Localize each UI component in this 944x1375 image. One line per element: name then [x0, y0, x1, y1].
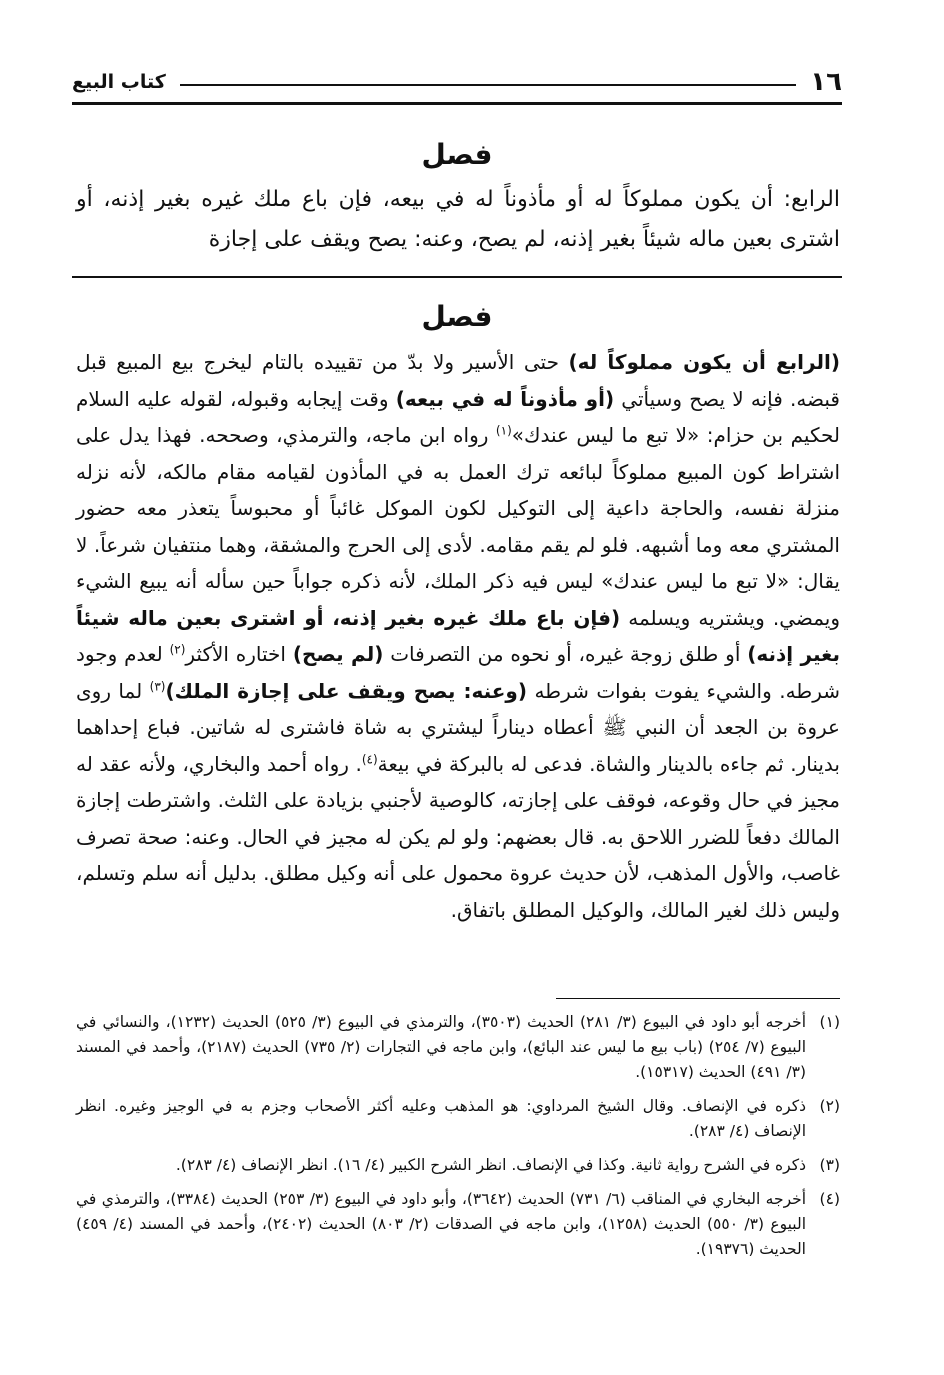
- footnote-ref[interactable]: (٢): [169, 642, 186, 657]
- sharh-segment: وقت إيجابه وقبوله، لقوله عليه السلام لحكيم بن حزام: «لا تبع ما ليس عندك»: [76, 386, 840, 447]
- sharh-segment: لعدم وجود شرطه. والشيء يفوت بفوات شرطه: [76, 642, 841, 703]
- sharh-text: [76, 344, 840, 928]
- footnote-text: أخرجه البخاري في المناقب (٦/ ٧٣١) الحديث (٣٦٤٢)، وأبو داود في البيوع (٣/ ٢٥٣) الحديث (٣٣٨٤)، والترمذي في البيوع (٣/ ٥٥٠) الحديث (١٢٥٨)، وابن ماجه في الصدقات (٢/ ٨٠٣) الحديث (٢٤٠٢)، وأحمد في المسند (٤/ ٤٥٩) الحديث (١٩٣٧٦).: [76, 1190, 807, 1258]
- footnote-ref[interactable]: (١): [495, 423, 512, 438]
- matn-title: فصل: [421, 138, 493, 171]
- matn-text: الرابع: أن يكون مملوكاً له أو مأذوناً له في بيعه، فإن باع ملك غيره بغير إذنه، أو اشترى بعين ماله شيئاً بغير إذنه، لم يصح، وعنه: يصح ويقف على إجازة: [76, 187, 840, 252]
- sharh-segment: رواه ابن ماجه، والترمذي، وصححه. فهذا يدل على اشتراط كون المبيع مملوكاً لبائعه ترك العمل به في المأذون لقيامه مقام مالكه، لأنه نزله منزلة نفسه، والحاجة داعية إلى التوكيل لكون الموكل غائباً أو محبوساً يتعذر معه حضور المشتري معه وما أشبهه. فلو لم يقم مقامه. لأدى إلى الحرج والمشقة، وهما منتفيان شرعاً. لا يقال: «لا تبع ما ليس عندك» ليس فيه ذكر الملك، لأنه ذكره جواباً حين سأله أنه يبيع الشيء ويمضي. ويشتريه ويسلمه: [76, 423, 840, 630]
- footnote-text: ذكره في الشرح رواية ثانية. وكذا في الإنصاف. انظر الشرح الكبير (٤/ ١٦). انظر الإنصاف (٤/ ٢٨٣).: [175, 1156, 806, 1174]
- section-divider: [72, 276, 842, 278]
- matn-quote: (لم يصح): [292, 642, 384, 666]
- footnote-item: [76, 1010, 840, 1085]
- footnote-item: [76, 1153, 840, 1178]
- footnote-number: (١): [819, 1013, 840, 1031]
- footnotes-list: [76, 1010, 840, 1271]
- sharh-segment: أو طلق زوجة غيره، أو نحوه من التصرفات: [383, 642, 748, 666]
- sharh-segment: لما روى عروة بن الجعد أن النبي ﷺ أعطاه ديناراً ليشتري به شاة فاشترى له شاتين. فباع إحداهما بدينار. ثم جاءه بالدينار والشاة. فدعى له بالبركة في بيعة: [76, 678, 840, 776]
- footnote-rule: [556, 998, 840, 999]
- header-rule: [72, 102, 842, 105]
- footnote-text: ذكره في الإنصاف. وقال الشيخ المرداوي: هو المذهب وعليه أكثر الأصحاب وجزم به في الوجيز وغيره. انظر الإنصاف (٤/ ٢٨٣).: [76, 1097, 806, 1140]
- sharh-segment: حتى الأسير ولا بدّ من تقييده بالتام ليخرج بيع المبيع قبل قبضه. فإنه لا يصح وسيأتي: [76, 350, 840, 411]
- footnote-ref[interactable]: (٣): [149, 678, 166, 693]
- book-title: كتاب البيع: [72, 71, 166, 93]
- footnote-ref[interactable]: (٤): [361, 751, 378, 766]
- sharh-segment: . رواه أحمد والبخاري، ولأنه عقد له مجيز في حال وقوعه، فوقف على إجازته، كالوصية لأجنبي بزيادة على الثلث. واشترطت إجازة المالك دفعاً للضرر اللاحق به. قال بعضهم: ولو لم يكن له مجيز في الحال. وعنه: صحة تصرف غاصب، والأول المذهب، لأن حديث عروة محمول على أنه وكيل مطلق. بدليل أنه سلم وتسلم، وليس ذلك لغير المالك، والوكيل المطلق باتفاق.: [76, 751, 840, 922]
- footnote-item: [76, 1187, 840, 1262]
- footnote-number: (٤): [819, 1190, 840, 1208]
- matn-quote: (وعنه: يصح ويقف على إجازة الملك): [165, 678, 527, 703]
- page-number: ١٦: [810, 67, 842, 97]
- footnote-number: (٢): [819, 1097, 840, 1115]
- sharh-segment: اختاره الأكثر: [185, 642, 293, 666]
- footnote-number: (٣): [819, 1156, 840, 1174]
- running-header: [72, 66, 842, 98]
- matn-quote: (فإن باع ملك غيره بغير إذنه، أو اشترى بعين ماله شيئاً بغير إذنه): [76, 605, 840, 666]
- matn-quote: (أو مأذوناً له في بيعه): [395, 386, 615, 411]
- header-line: [180, 84, 796, 86]
- footnote-item: [76, 1094, 840, 1144]
- sharh-title: فصل: [421, 300, 493, 333]
- footnote-text: أخرجه أبو داود في البيوع (٣/ ٢٨١) الحديث (٣٥٠٣)، والترمذي في البيوع (٣/ ٥٢٥) الحديث (١٢٣٢)، والنسائي في البيوع (٧/ ٢٥٤) (باب بيع ما ليس عند البائع)، وابن ماجه في التجارات (٢/ ٧٣٥) الحديث (٢١٨٧)، وأحمد في المسند (٣/ ٤٩١) الحديث (١٥٣١٧).: [76, 1013, 807, 1081]
- matn-quote: (الرابع أن يكون مملوكاً له): [568, 350, 840, 374]
